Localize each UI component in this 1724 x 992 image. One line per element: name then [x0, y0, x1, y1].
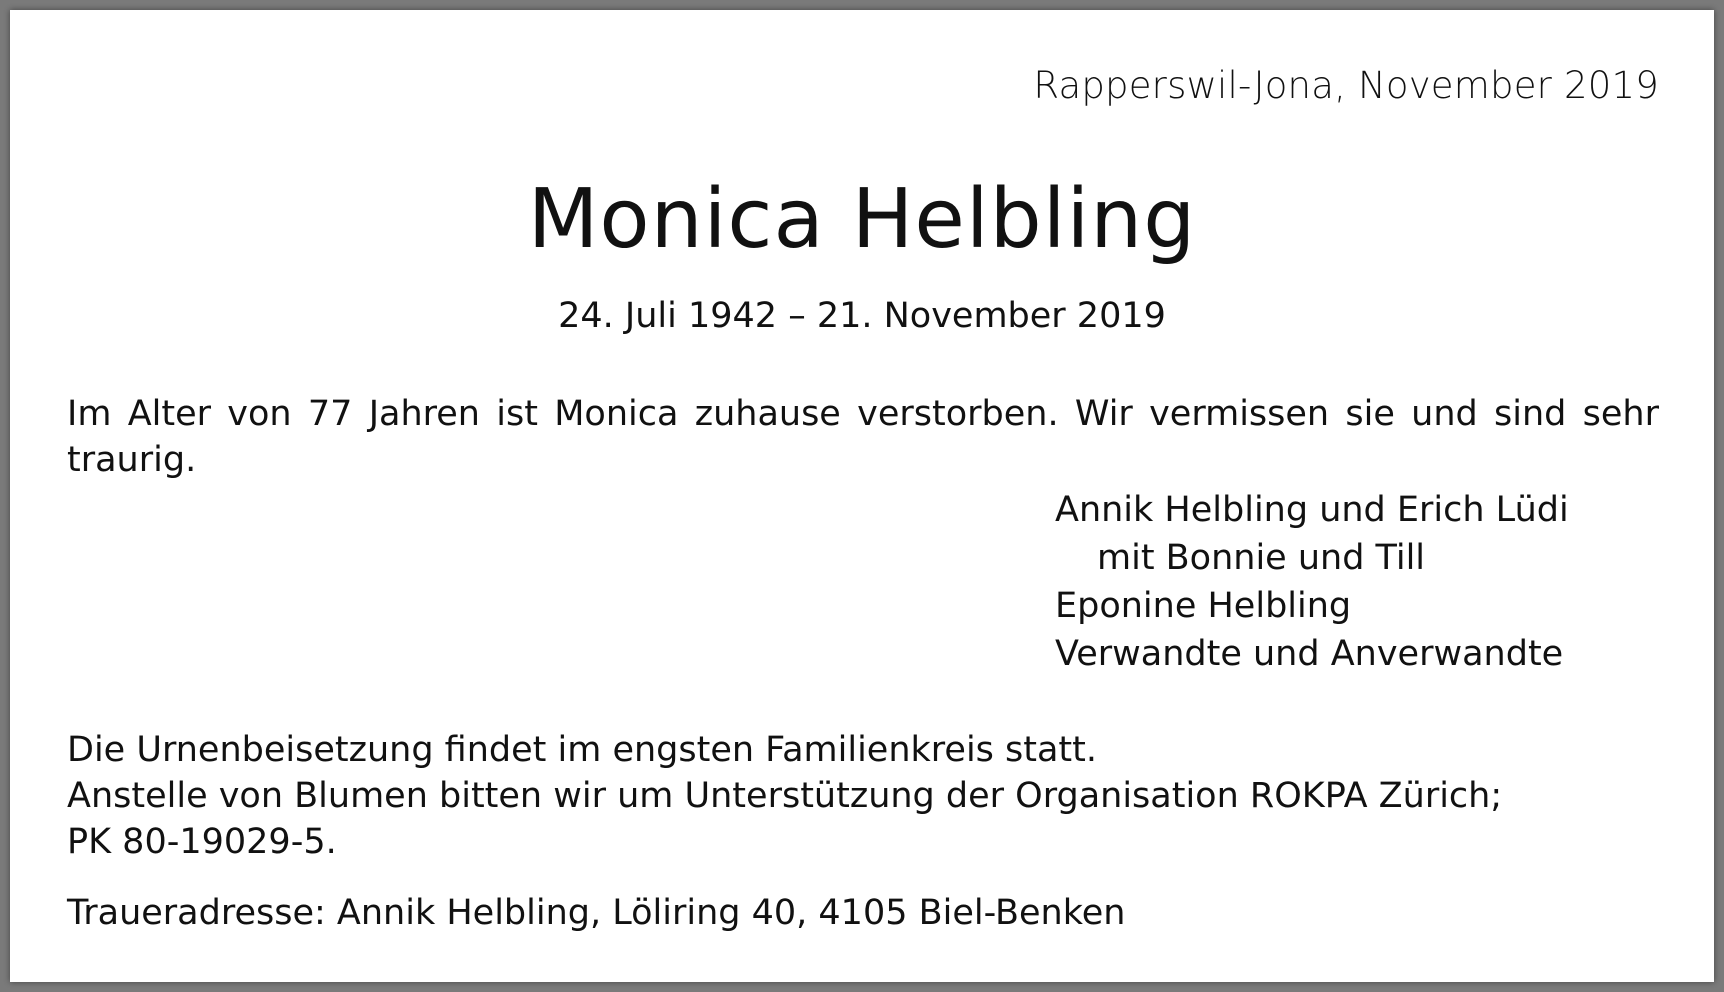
place-date: Rapperswil-Jona, November 2019 — [1033, 64, 1659, 107]
burial-information — [67, 727, 1659, 865]
signer-line: Eponine Helbling — [1055, 586, 1352, 626]
signer-line: Verwandte und Anverwandte — [1055, 634, 1564, 674]
deceased-name: Monica Helbling — [527, 172, 1197, 267]
mourning-address: Traueradresse: Annik Helbling, Löliring 40, 4105 Biel-Benken — [67, 893, 1126, 933]
obituary-message: Im Alter von 77 Jahren ist Monica zuhause verstorben. Wir vermissen sie und sind sehr traurig. — [67, 394, 1659, 480]
signers-list — [1055, 486, 1569, 678]
burial-line: Die Urnenbeisetzung findet im engsten Familienkreis statt. — [67, 730, 1098, 770]
donation-line: Anstelle von Blumen bitten wir um Unterstützung der Organisation ROKPA Zürich; — [67, 776, 1503, 816]
postal-account-line: PK 80-19029-5. — [67, 822, 337, 862]
signer-line: Annik Helbling und Erich Lüdi — [1055, 490, 1569, 530]
obituary-notice — [10, 10, 1714, 982]
signer-line: mit Bonnie und Till — [1097, 538, 1426, 578]
life-dates: 24. Juli 1942 – 21. November 2019 — [558, 296, 1166, 336]
